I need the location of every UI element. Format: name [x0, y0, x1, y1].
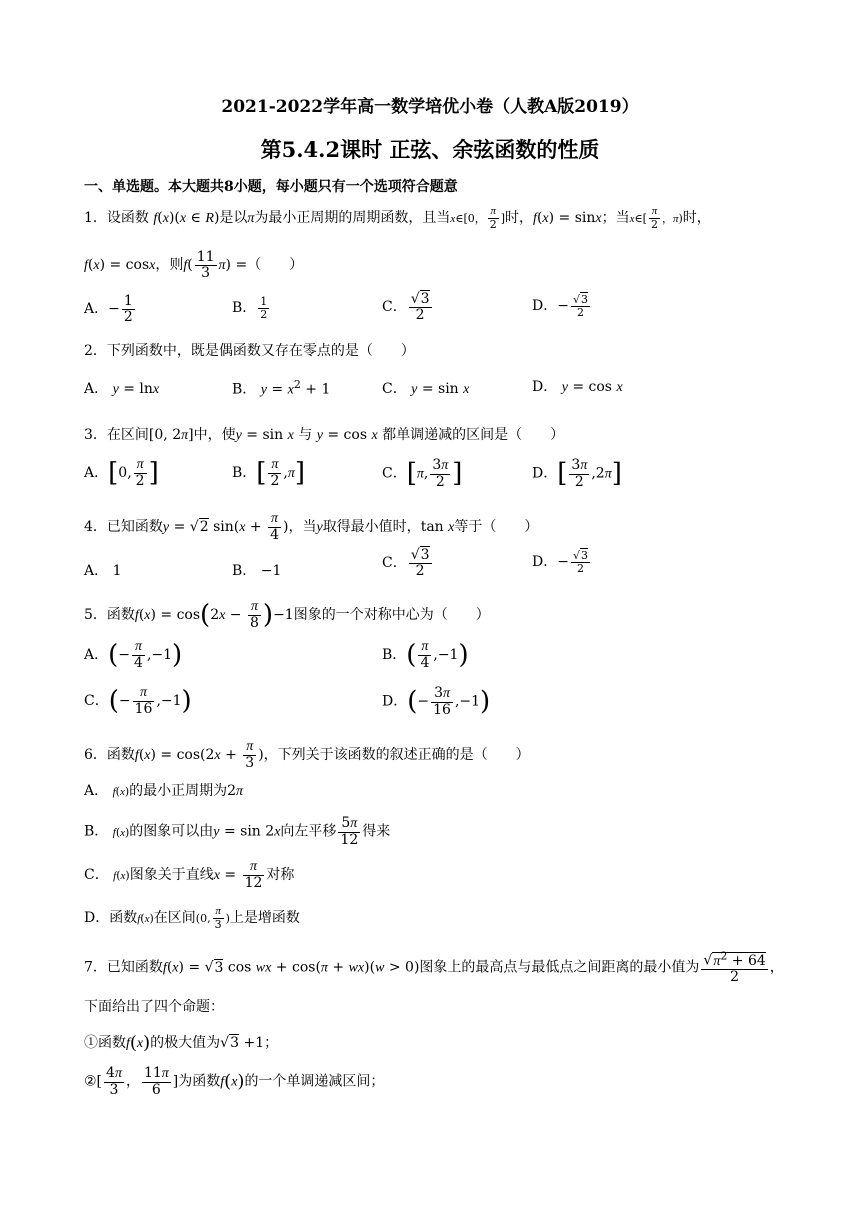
question-3-option-d[interactable]: D．[ $\frac{3\pi}{2}$ ,2π]	[532, 457, 622, 490]
question-1-option-d[interactable]: D．− $\frac{√3}{2}$	[532, 293, 588, 319]
lesson-title: 第5.4.2课时 正弦、余弦函数的性质	[260, 137, 600, 162]
question-1-option-c[interactable]: C． $\frac{√3}{2}$	[382, 291, 430, 323]
question-6: 6．函数f(x) = cos(2x + $\frac{\pi}{3}$ )，下列关于该函数的叙述正确的是（ ）	[84, 739, 530, 771]
question-5-option-b[interactable]: B．( $\frac{\pi}{4}$ ,−1)	[382, 639, 469, 671]
question-2-option-a[interactable]: A． y = lnx	[84, 381, 160, 397]
question-2-option-d[interactable]: D． y = cos x	[532, 379, 623, 395]
question-1-option-b[interactable]: B． $\frac{1}{2}$	[232, 295, 268, 321]
question-5: 5．函数f(x) = cos(2x − $\frac{\pi}{8}$ )−1图象的一个对称中心为（ ）	[84, 599, 490, 631]
question-6-option-d[interactable]: D．函数f(x)在区间(0, $\frac{\pi}{3}$ )上是增函数	[84, 905, 300, 931]
question-7-proposition-1: ①函数f(x)的极大值为√3 +1；	[84, 1032, 279, 1054]
question-4-option-c[interactable]: C． $\frac{√3}{2}$	[382, 547, 430, 579]
question-3-option-a[interactable]: A．[0, $\frac{\pi}{2}$ ]	[84, 457, 159, 489]
question-1-line-2: f(x) = cosx，则f( $\frac{11}{3}$ π) =（ ）	[84, 249, 304, 281]
question-6-option-a[interactable]: A． f(x)的最小正周期为2π	[84, 783, 244, 799]
question-3-option-c[interactable]: C．[π, $\frac{3\pi}{2}$ ]	[382, 457, 463, 490]
question-4-option-b[interactable]: B． −1	[232, 563, 282, 579]
question-5-option-c[interactable]: C．(− $\frac{\pi}{16}$ ,−1)	[84, 685, 192, 717]
question-2-option-c[interactable]: C． y = sin x	[382, 381, 470, 397]
question-1: 1．设函数 f(x)(x ∈ R)是以π为最小正周期的周期函数，且当x∈[0， $\frac{\pi}{2}$ ]时，f(x) = sinx；当x∈[ $\frac{\pi}{2}$ ，π)时，	[84, 205, 711, 231]
question-5-option-d[interactable]: D．(− $\frac{3\pi}{16}$ ,−1)	[382, 685, 491, 718]
question-2-option-b[interactable]: B． $y = x^2 + 1$	[232, 378, 331, 398]
document-title: 2021-2022学年高一数学培优小卷（人教A版2019）	[221, 97, 639, 117]
question-3: 3．在区间[0, 2π]中，使y = sin x 与 y = cos x 都单调递减的区间是（ ）	[84, 427, 565, 443]
question-6-option-b[interactable]: B． f(x)的图象可以由y = sin 2x向左平移 $\frac{5\pi}{12}$ 得来	[84, 815, 391, 848]
question-7-line-2: 下面给出了四个命题：	[84, 999, 224, 1015]
question-4-option-a[interactable]: A． 1	[84, 563, 122, 579]
question-4-option-d[interactable]: D．− $\frac{√3}{2}$	[532, 549, 588, 575]
question-7-proposition-2: ②[ $\frac{4\pi}{3}$ ， $\frac{11\pi}{6}$ ]为函数f(x)的一个单调递减区间；	[84, 1065, 385, 1098]
question-2: 2．下列函数中，既是偶函数又存在零点的是（ ）	[84, 343, 415, 359]
section-heading: 一、单选题。本大题共8小题，每小题只有一个选项符合题意	[84, 179, 458, 195]
question-5-option-a[interactable]: A．(− $\frac{\pi}{4}$ ,−1)	[84, 639, 183, 671]
question-6-option-c[interactable]: C． f(x)图象关于直线x = $\frac{\pi}{12}$ 对称	[84, 859, 295, 891]
question-4: 4．已知函数y = √2 sin(x + $\frac{\pi}{4}$ )，当y取得最小值时，tan x等于（ ）	[84, 511, 539, 543]
question-3-option-b[interactable]: B．[ $\frac{\pi}{2}$ ,π]	[232, 457, 305, 489]
question-7: 7．已知函数f(x) = √3 cos wx + cos(π + wx)(w > 0)图象上的最高点与最低点之间距离的最小值为 $\frac{√\pi^2 + 64}{2}$ ，	[84, 949, 784, 986]
question-1-option-a[interactable]: A．− $\frac{1}{2}$	[84, 293, 133, 325]
